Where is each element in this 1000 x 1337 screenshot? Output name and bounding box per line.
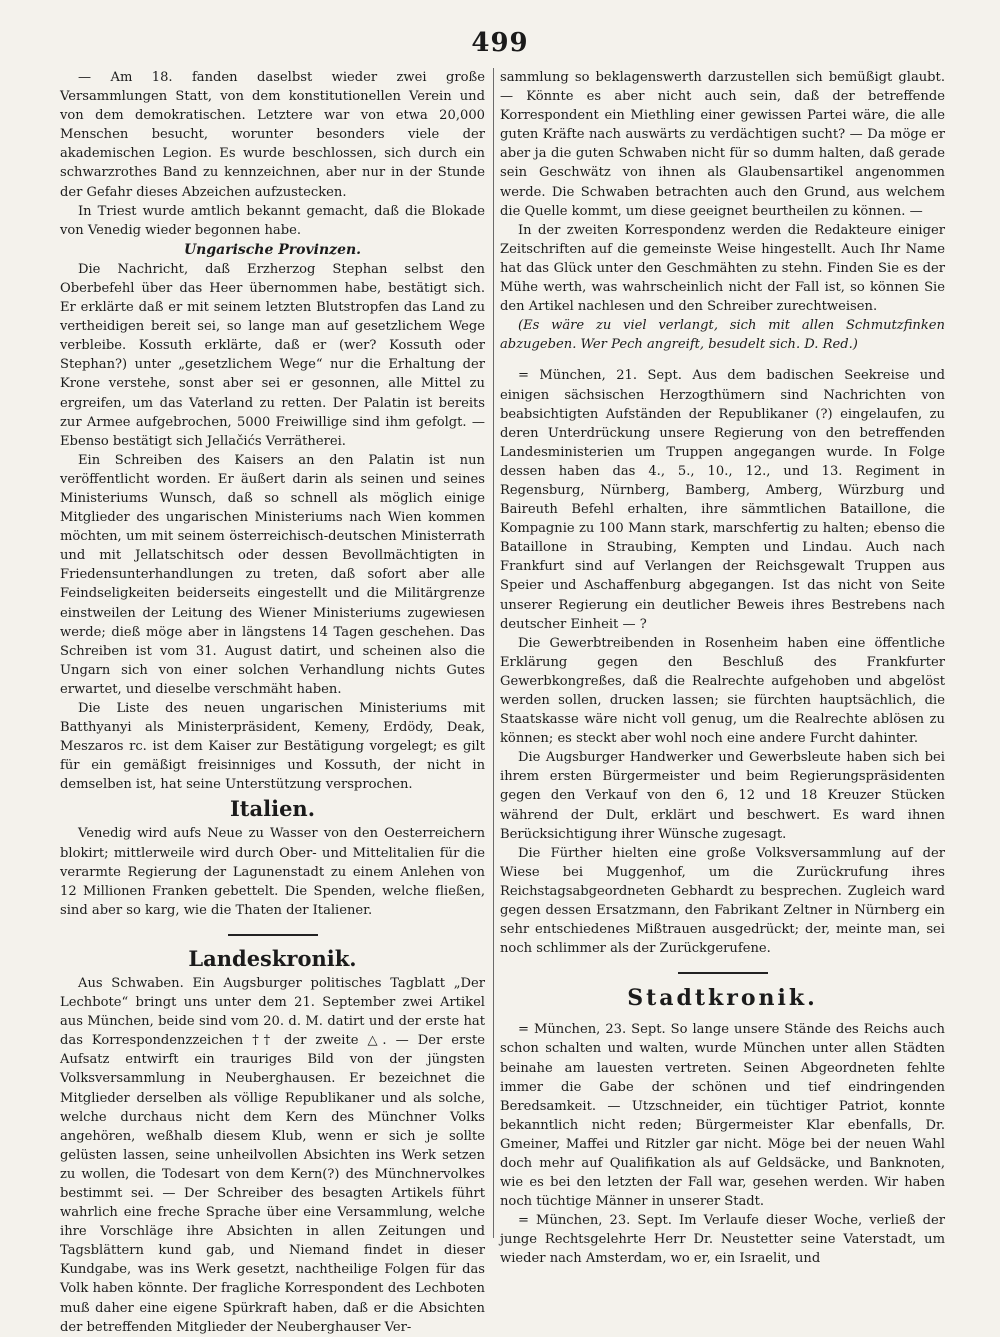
article-fuerth-assembly: Die Fürther hielten eine große Volksversammlung auf der Wiese bei Muggenhof, um die Zurückrufung ihres Reichstagsabgeordneten Gebhardt zu besprechen. Zugleich ward gegen dessen Ersatzmann, den Fabrikant Zeltner in Nürnberg ein sehr entschiedenes Mißtrauen ausgedrückt; der, meinte man, sei noch schlimmer als der Zurückgerufene. — [500, 845, 945, 957]
article-archduke-stephan: Die Nachricht, daß Erzherzog Stephan selbst den Oberbefehl über das Heer übernommen habe, bestätigt sich. Er erklärte daß er mit seinem letzten Blutstropfen das Land zu vertheidigen bereit sei, so lange man auf gesetzlichem Wege verbleibe. Kossuth erklärte, daß er (wer? Kossuth oder Stephan?) unter „gesetzlichem Wege“ nur die Erhaltung der Krone verstehe, sonst aber sei er gesonnen, alle Mittel zu ergreifen, um das Vaterland zu retten. Der Palatin ist bereits zur Armee aufgebrochen, 5000 Freiwillige sind ihm gefolgt. — Ebenso bestätigt sich Jellačićs Verrätherei. — [60, 261, 485, 449]
section-rule — [228, 934, 318, 936]
article-augsburg-craftsmen: Die Augsburger Handwerker und Gewerbsleute haben sich bei ihrem ersten Bürgermeister und beim Regierungspräsidenten gegen den Verkauf von den 6, 12 und 18 Kreuzer Stücken während der Dult, erklärt und beschwert. Es ward ihnen Berücksichtigung ihrer Wünsche zugesagt. — [500, 750, 945, 842]
section-heading-hungarian-provinces: Ungarische Provinzen. — [183, 241, 362, 258]
article-second-correspondence: In der zweiten Korrespondenz werden die Redakteure einiger Zeitschriften auf die gemeinste Weise hingestellt. Auch Ihr Name hat das Glück unter den Geschmähten zu stehn. Finden Sie es der Mühe werth, was wahrscheinlich nicht der Fall ist, so können Sie den Artikel nachlesen und den Schreiber zurechtweisen. — [500, 222, 945, 315]
spacer — [500, 354, 945, 366]
article-hungarian-ministry: Die Liste des neuen ungarischen Ministeriums mit Batthyanyi als Ministerpräsident, Kemeny, Erdödy, Deak, Meszaros rc. ist dem Kaiser zur Bestätigung vorgelegt; es gilt für ein gemäßigt freisinniges und Kossuth, der nicht in demselben ist, hat seine Unterstützung versprochen. — [60, 701, 485, 793]
article-vienna-assemblies: — Am 18. fanden daselbst wieder zwei große Versammlungen Statt, von dem konstitutionellen Verein und von dem demokratischen. Letztere war von etwa 20,000 Menschen besucht, worunter besonders viele der akademischen Legion. Es wurde beschlossen, sich durch ein schwarzrothes Band zu kennzeichnen, aber nur in der Stunde der Gefahr dieses Abzeichen aufzustecken. — [60, 70, 485, 200]
page-number: 499 — [471, 28, 529, 58]
article-emperor-letter: Ein Schreiben des Kaisers an den Palatin ist nun veröffentlicht worden. Er äußert darin als seinen und seines Ministeriums Wunsch, daß so schnell als möglich einige Mitglieder des ungarischen Ministeriums nach Wien kommen möchten, um mit seinem österreichisch-deutschen Ministerrath und mit Jellatschitsch oder dessen Bevollmächtigten in Friedensunterhandlungen zu treten, daß sofort aber alle Feindseligkeiten beiderseits eingestellt und die Militärgrenze einstweilen der Leitung des Wiener Ministeriums zugewiesen werde; dieß möge aber in längstens 14 Tagen geschehen. Das Schreiben ist vom 31. August datirt, und scheinen also die Ungarn sich von einer solchen Verhandlung nichts Gutes erwartet, und dieselbe verschmäht haben. — [60, 452, 485, 697]
article-munich-troops: = München, 21. Sept. Aus dem badischen Seekreise und einigen sächsischen Herzogthümern sind Nachrichten von beabsichtigten Aufständen der Republikaner (?) eingelaufen, zu deren Unterdrückung unsere Regierung von den betreffenden Landesministerien um Truppen angegangen wurde. In Folge dessen haben das 4., 5., 10., 12., und 13. Regiment in Regensburg, Nürnberg, Bamberg, Amberg, Würzburg und Baireuth Befehl erhalten, ihre sämmtlichen Bataillone, die Kompagnie zu 100 Mann stark, marschfertig zu halten; ebenso die Bataillone in Straubing, Kempten und Lindau. Auch nach Frankfurt sind auf Verlangen der Reichsgewalt Truppen aus Speier und Aschaffenburg abgegangen. Ist das nicht von Seite unserer Regierung ein deutlicher Beweis ihres Bestrebens nach deutscher Einheit — ? — [500, 368, 945, 632]
editorial-note: (Es wäre zu viel verlangt, sich mit allen Schmutzfinken abzugeben. Wer Pech angreift, besudelt sich. D. Red.) — [500, 318, 945, 353]
section-heading-italy: Italien. — [229, 796, 316, 822]
section-heading-stadtkronik: Stadtkronik. — [627, 985, 818, 1012]
article-continuation: sammlung so beklagenswerth darzustellen sich bemüßigt glaubt. — Könnte es aber nicht auch sein, daß der betreffende Korrespondent ein Miethling einer gewissen Partei wäre, die alle guten Kräfte nach auswärts zu verdächtigen sucht? — Da möge er aber ja die guten Schwaben nicht für so dumm halten, daß gerade sein Geschwätz von ihnen als Glaubensartikel angenommen werde. Die Schwaben betrachten auch den Grund, aus welchem die Quelle kommt, um diese geeignet beurtheilen zu können. — — [500, 70, 945, 219]
right-column — [500, 68, 945, 1269]
article-rosenheim: Die Gewerbtreibenden in Rosenheim haben eine öffentliche Erklärung gegen den Beschluß des Frankfurter Gewerbkongreßes, daß die Realrechte aufgehoben und abgelöst werden sollen, drucken lassen; sie fürchten hauptsächlich, die Staatskasse wäre nicht voll genug, um die Realrechte ablösen zu können; es steckt aber wohl noch eine andere Furcht dahinter. — [500, 635, 945, 747]
article-munich-neustetter: = München, 23. Sept. Im Verlaufe dieser Woche, verließ der junge Rechtsgelehrte Herr Dr. Neustetter seine Vaterstadt, um wieder nach Amsterdam, wo er, ein Israelit, und — [500, 1213, 945, 1267]
article-munich-deputies: = München, 23. Sept. So lange unsere Stände des Reichs auch schon schalten und walten, wurde München unter allen Städten beinahe am lauesten vertreten. Seinen Abgeordneten fehlte immer die Gabe der schönen und tief eindringenden Beredsamkeit. — Utzschneider, ein tüchtiger Patriot, konnte bekanntlich nicht reden; Bürgermeister Klar ebenfalls, Dr. Gmeiner, Maffei und Ritzler gar nicht. Möge bei der neuen Wahl doch mehr auf Qualifikation als auf Geldsäcke, und Banknoten, wie es bei den letzten der Fall war, gesehen werden. Wir haben noch tüchtige Männer in unserer Stadt. — [500, 1022, 945, 1210]
article-venice: Venedig wird aufs Neue zu Wasser von den Oesterreichern blokirt; mittlerweile wird durch Ober- und Mittelitalien für die verarmte Regierung der Lagunenstadt zu einem Anlehen von 12 Millionen Franken gebettelt. Die Spenden, welche fließen, sind aber so karg, wie die Thaten der Italiener. — [60, 826, 485, 918]
article-trieste-blockade: In Triest wurde amtlich bekannt gemacht, daß die Blokade von Venedig wieder begonnen habe. — [60, 203, 485, 238]
section-heading-landeskronik: Landeskronik. — [188, 945, 357, 971]
column-divider — [493, 68, 494, 1238]
section-rule — [678, 972, 768, 974]
article-aus-schwaben: Aus Schwaben. Ein Augsburger politisches Tagblatt „Der Lechbote“ bringt uns unter dem 21. September zwei Artikel aus München, beide sind vom 20. d. M. datirt und der erste hat das Korrespondenzzeichen †† der zweite △. — Der erste Aufsatz entwirft ein trauriges Bild von der jüngsten Volksversammlung in Neuberghausen. Er bezeichnet die Mitglieder derselben als völlige Republikaner und als solche, welche durchaus nicht dem Kern des Münchner Volks angehören, weßhalb diesem Klub, wenn er sich je sollte gelüsten lassen, seine unheilvollen Absichten ins Werk setzen zu wollen, die Todesart von dem Kern(?) des Münchnervolkes bestimmt sei. — Der Schreiber des besagten Artikels führt wahrlich eine freche Sprache über eine Versammlung, welche ihre Vorschläge ihre Absichten in allen Zeitungen und Tagsblättern kund gab, und Niemand findet in dieser Kundgabe, was ins Werk gesetzt, nachtheilige Folgen für das Volk haben könnte. Der fragliche Korrespondent des Lechboten muß daher eine eigene Spürkraft haben, daß er die Absichten der betreffenden Mitglieder der Neuberghauser Ver- — [60, 975, 485, 1335]
left-column — [60, 68, 485, 1337]
